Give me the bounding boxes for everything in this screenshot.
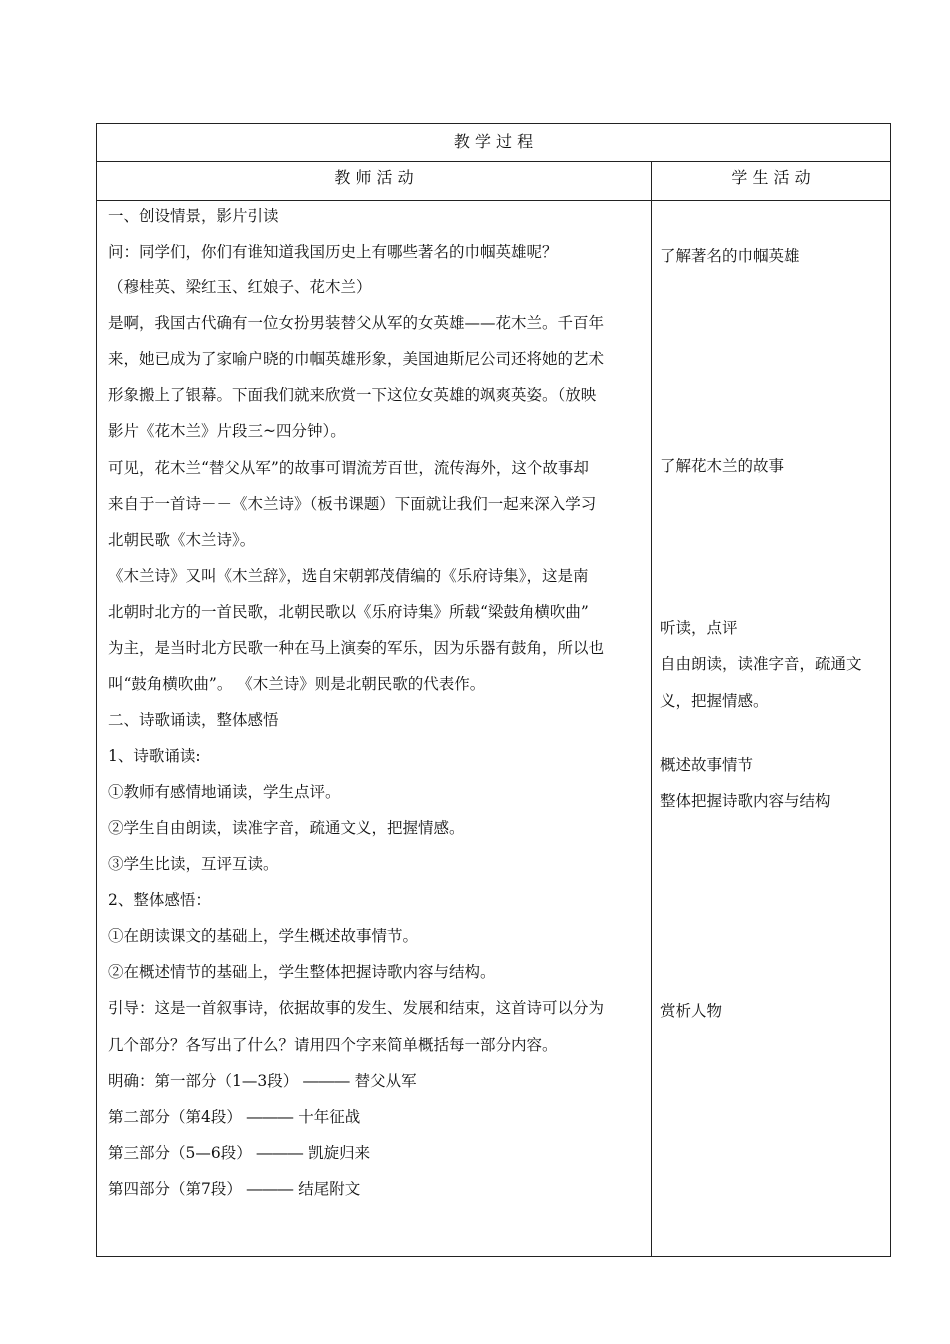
teacher-line: 为主，是当时北方民歌一种在马上演奏的军乐，因为乐器有鼓角，所以也 <box>108 639 605 657</box>
teacher-line: 来，她已成为了家喻户晓的巾帼英雄形象，美国迪斯尼公司还将她的艺术 <box>108 350 605 368</box>
teacher-line: 几个部分？各写出了什么？请用四个字来简单概括每一部分内容。 <box>108 1036 558 1054</box>
teacher-line: 引导：这是一首叙事诗，依据故事的发生、发展和结束，这首诗可以分为 <box>108 999 605 1017</box>
student-line: 了解花木兰的故事 <box>660 457 785 475</box>
teacher-line: 明确：第一部分（1—3段） ――― 替父从军 <box>108 1072 417 1090</box>
teacher-line: 北朝民歌《木兰诗》。 <box>108 531 256 549</box>
student-line: 自由朗读，读准字音，疏通文 <box>660 655 862 673</box>
teacher-line: ①教师有感情地诵读，学生点评。 <box>108 783 341 801</box>
student-line: 赏析人物 <box>660 1002 723 1020</box>
teacher-line: 2、整体感悟： <box>108 891 211 909</box>
teacher-activity-header: 教 师 活 动 <box>334 168 414 187</box>
teacher-line: ②在概述情节的基础上，学生整体把握诗歌内容与结构。 <box>108 963 496 981</box>
teacher-line: （穆桂英、梁红玉、红娘子、花木兰） <box>108 278 372 296</box>
teacher-line: ③学生比读，互评互读。 <box>108 855 279 873</box>
teacher-line: 影片《花木兰》片段三~四分钟）。 <box>108 422 346 440</box>
teacher-line: 1、诗歌诵读: <box>108 747 201 765</box>
teacher-line: 北朝时北方的一首民歌，北朝民歌以《乐府诗集》所载“梁鼓角横吹曲” <box>108 603 589 621</box>
student-line: 听读，点评 <box>660 619 738 637</box>
teacher-line: ①在朗读课文的基础上，学生概述故事情节。 <box>108 927 419 945</box>
teacher-line: ②学生自由朗读，读准字音，疏通文义，把握情感。 <box>108 819 465 837</box>
teacher-line: 来自于一首诗－－《木兰诗》（板书课题）下面就让我们一起来深入学习 <box>108 495 597 513</box>
lesson-table <box>96 123 891 1257</box>
teacher-line: 可见，花木兰“替父从军”的故事可谓流芳百世，流传海外，这个故事却 <box>108 459 589 477</box>
column-divider <box>651 162 652 1257</box>
teacher-line: 第二部分（第4段） ――― 十年征战 <box>108 1108 361 1126</box>
teacher-line: 第四部分（第7段） ――― 结尾附文 <box>108 1180 361 1198</box>
teacher-line: 形象搬上了银幕。下面我们就来欣赏一下这位女英雄的飒爽英姿。（放映 <box>108 386 597 404</box>
teacher-line: 是啊，我国古代确有一位女扮男装替父从军的女英雄——花木兰。千百年 <box>108 314 605 332</box>
teacher-line: 问：同学们，你们有谁知道我国历史上有哪些著名的巾帼英雄呢？ <box>108 243 558 261</box>
header-row <box>97 162 890 201</box>
teacher-line: 叫“鼓角横吹曲”。 《木兰诗》则是北朝民歌的代表作。 <box>108 675 486 693</box>
teacher-line: 一、创设情景，影片引读 <box>108 207 279 225</box>
student-line: 了解著名的巾帼英雄 <box>660 247 800 265</box>
teacher-line: 二、诗歌诵读，整体感悟 <box>108 711 279 729</box>
teacher-line: 第三部分（5—6段） ――― 凯旋归来 <box>108 1144 371 1162</box>
student-activity-header: 学 生 活 动 <box>731 168 811 187</box>
student-line: 概述故事情节 <box>660 756 754 774</box>
student-line: 义，把握情感。 <box>660 692 769 710</box>
teacher-line: 《木兰诗》又叫《木兰辞》，选自宋朝郭茂倩编的《乐府诗集》，这是南 <box>108 567 589 585</box>
table-title: 教 学 过 程 <box>97 124 890 162</box>
student-line: 整体把握诗歌内容与结构 <box>660 792 831 810</box>
